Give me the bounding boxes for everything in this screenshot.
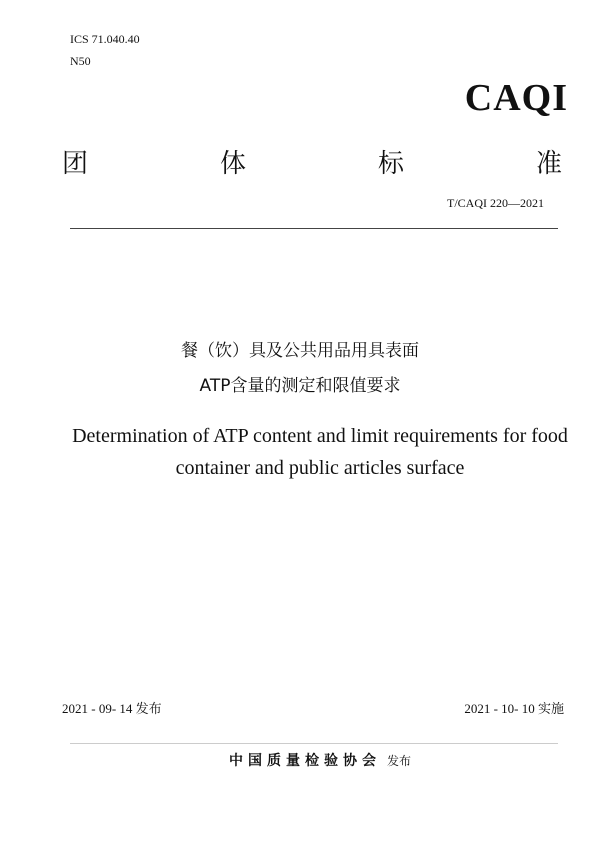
publisher [0, 750, 600, 770]
publisher-org: 中国质量检验协会 [228, 753, 381, 769]
standard-code: T/CAQI 220—2021 [447, 196, 544, 210]
issue-date: 2021 - 09- 14 发布 [62, 701, 162, 716]
publisher-action: 发布 [386, 754, 411, 768]
title-zh-line2: ATP含量的测定和限值要求 [199, 376, 401, 396]
caqi-logo: CAQI [464, 77, 568, 119]
kind-char: 准 [535, 149, 562, 179]
implement-date: 2021 - 10- 10 实施 [464, 701, 564, 716]
top-divider [70, 228, 558, 229]
ccs-code: N50 [70, 54, 91, 68]
title-en-line1: Determination of ATP content and limit requirements for food [72, 425, 568, 447]
kind-char: 团 [62, 149, 89, 179]
title-zh-line1: 餐（饮）具及公共用品用具表面 [181, 341, 419, 361]
title-en-line2: container and public articles surface [175, 457, 465, 479]
standard-kind [62, 143, 562, 180]
ics-code: ICS 71.040.40 [70, 32, 140, 46]
kind-char: 标 [377, 149, 404, 179]
bottom-divider [70, 743, 558, 744]
kind-char: 体 [219, 149, 246, 179]
